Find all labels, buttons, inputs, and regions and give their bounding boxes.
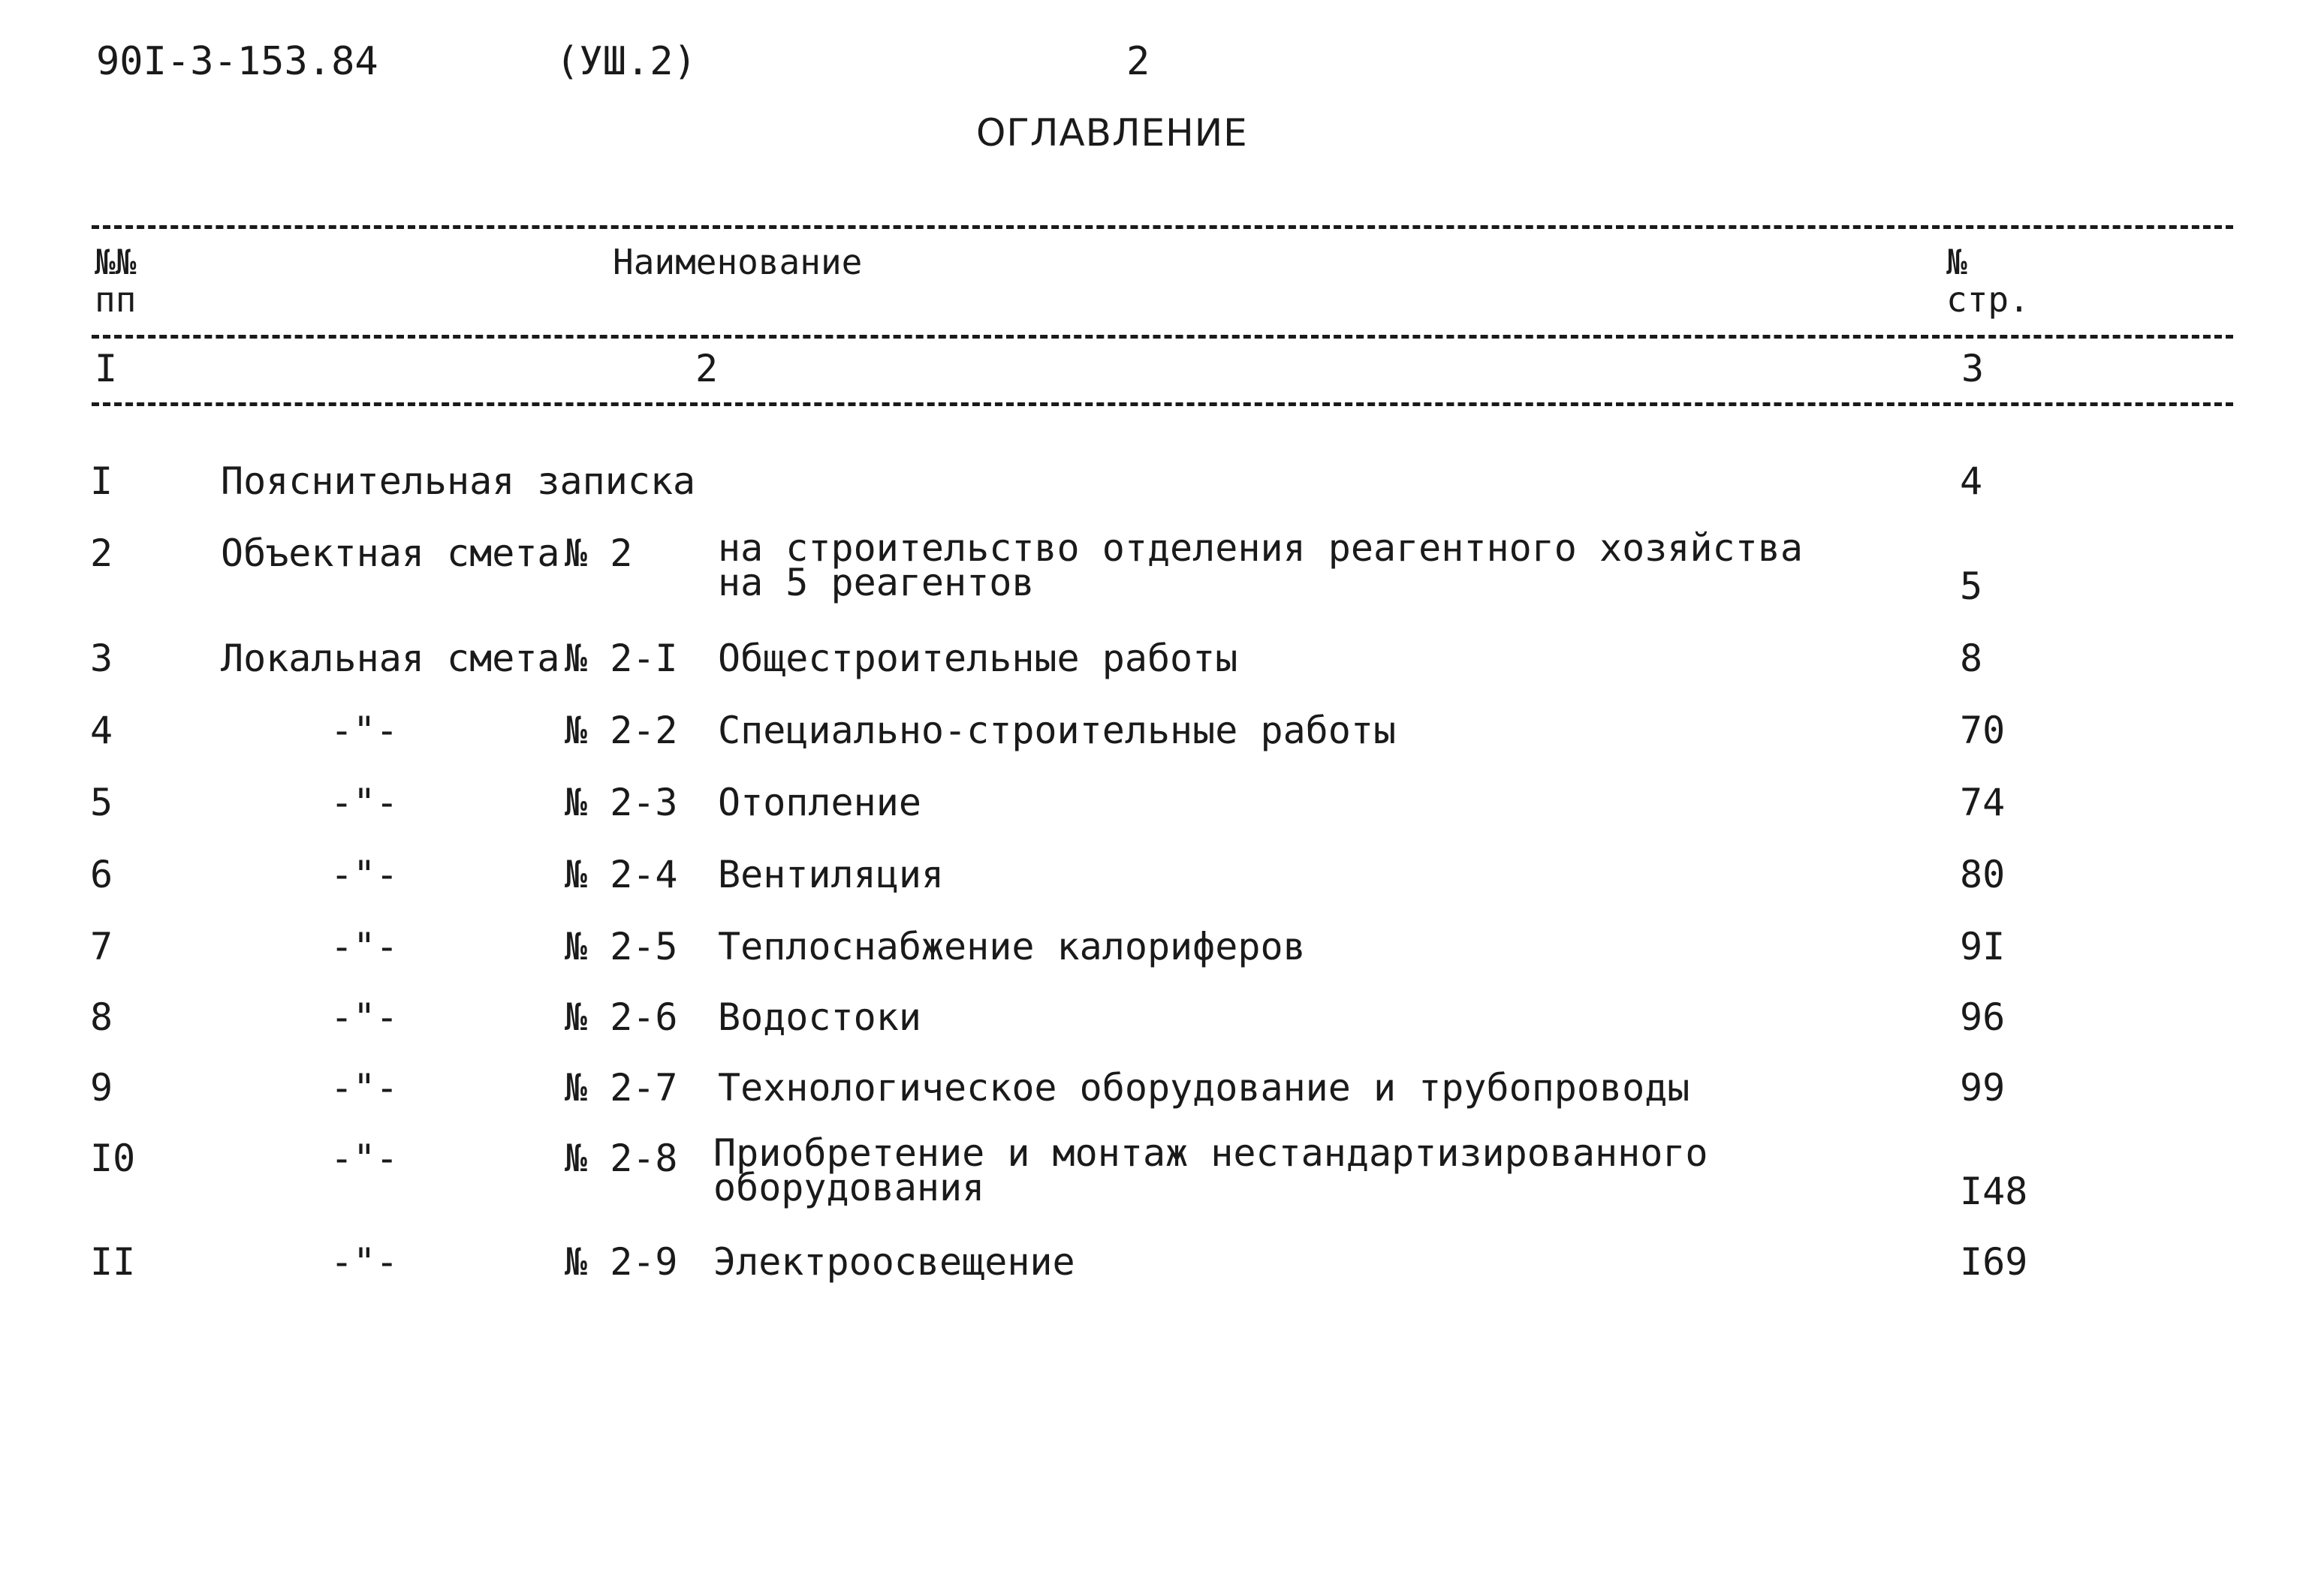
row-2-page: 5 — [1960, 565, 1983, 608]
row-10-document: -"- — [330, 1137, 399, 1180]
row-4-code: № 2-2 — [565, 709, 678, 752]
row-11-code: № 2-9 — [565, 1240, 678, 1284]
row-11-number: II — [90, 1240, 136, 1284]
row-11-page: I69 — [1960, 1240, 2028, 1284]
row-8-title: Водостоки — [718, 995, 921, 1039]
col-header-number-sub: пп — [95, 279, 137, 320]
col-number-2: 2 — [695, 347, 719, 390]
row-3-title: Общестроительные работы — [718, 637, 1238, 680]
row-6-code: № 2-4 — [565, 853, 678, 896]
row-9-title: Технологическое оборудование и трубопроводы — [718, 1066, 1690, 1110]
table-top-rule — [92, 225, 2233, 229]
row-2-document: Объектная смета — [221, 531, 560, 575]
table-header-rule — [92, 335, 2233, 339]
row-3-code: № 2-I — [565, 637, 678, 680]
row-4-number: 4 — [90, 709, 113, 752]
row-2-title-line-2: на 5 реагентов — [718, 561, 1035, 604]
row-4-title: Специально-строительные работы — [718, 709, 1397, 752]
row-2-code: № 2 — [565, 531, 633, 575]
row-9-document: -"- — [330, 1066, 399, 1110]
row-8-document: -"- — [330, 995, 399, 1039]
row-7-page: 9I — [1960, 925, 2006, 968]
row-6-number: 6 — [90, 853, 113, 896]
col-number-1: I — [95, 347, 118, 390]
col-header-page: № — [1946, 242, 1967, 282]
row-6-title: Вентиляция — [718, 853, 945, 896]
row-3-document: Локальная смета — [221, 637, 560, 680]
row-9-code: № 2-7 — [565, 1066, 678, 1110]
row-5-title: Отопление — [718, 781, 921, 824]
row-4-page: 70 — [1960, 709, 2006, 752]
col-header-number: №№ — [95, 242, 137, 282]
row-9-number: 9 — [90, 1066, 113, 1110]
col-header-page-sub: стр. — [1946, 279, 2030, 320]
row-2-number: 2 — [90, 531, 113, 575]
row-7-code: № 2-5 — [565, 925, 678, 968]
col-number-3: 3 — [1961, 347, 1985, 390]
volume-label: (УШ.2) — [556, 39, 697, 84]
row-1-page: 4 — [1960, 459, 1983, 503]
row-8-number: 8 — [90, 995, 113, 1039]
row-5-page: 74 — [1960, 781, 2006, 824]
row-3-number: 3 — [90, 637, 113, 680]
row-6-page: 80 — [1960, 853, 2006, 896]
row-1-document: Пояснительная записка — [221, 459, 696, 503]
row-7-document: -"- — [330, 925, 399, 968]
row-5-document: -"- — [330, 781, 399, 824]
row-2-title-line-1: на строительство отделения реагентного хозяйства — [718, 526, 1803, 570]
document-code: 90I-3-153.84 — [96, 39, 378, 84]
page-title: ОГЛАВЛЕНИЕ — [976, 111, 1248, 155]
row-8-page: 96 — [1960, 995, 2006, 1039]
row-10-title-line-1: Приобретение и монтаж нестандартизированного — [713, 1131, 1708, 1175]
row-10-page: I48 — [1960, 1170, 2028, 1213]
row-10-title-line-2: оборудования — [713, 1166, 985, 1209]
row-9-page: 99 — [1960, 1066, 2006, 1110]
row-1-number: I — [90, 459, 113, 503]
row-10-code: № 2-8 — [565, 1137, 678, 1180]
row-6-document: -"- — [330, 853, 399, 896]
row-11-document: -"- — [330, 1240, 399, 1284]
page-number: 2 — [1126, 39, 1150, 84]
row-7-title: Теплоснабжение калориферов — [718, 925, 1306, 968]
row-10-number: I0 — [90, 1137, 136, 1180]
row-8-code: № 2-6 — [565, 995, 678, 1039]
col-header-name: Наименование — [613, 242, 863, 282]
row-5-code: № 2-3 — [565, 781, 678, 824]
row-11-title: Электроосвещение — [713, 1240, 1075, 1284]
row-7-number: 7 — [90, 925, 113, 968]
table-columns-rule — [92, 402, 2233, 406]
row-3-page: 8 — [1960, 637, 1983, 680]
row-4-document: -"- — [330, 709, 399, 752]
row-5-number: 5 — [90, 781, 113, 824]
